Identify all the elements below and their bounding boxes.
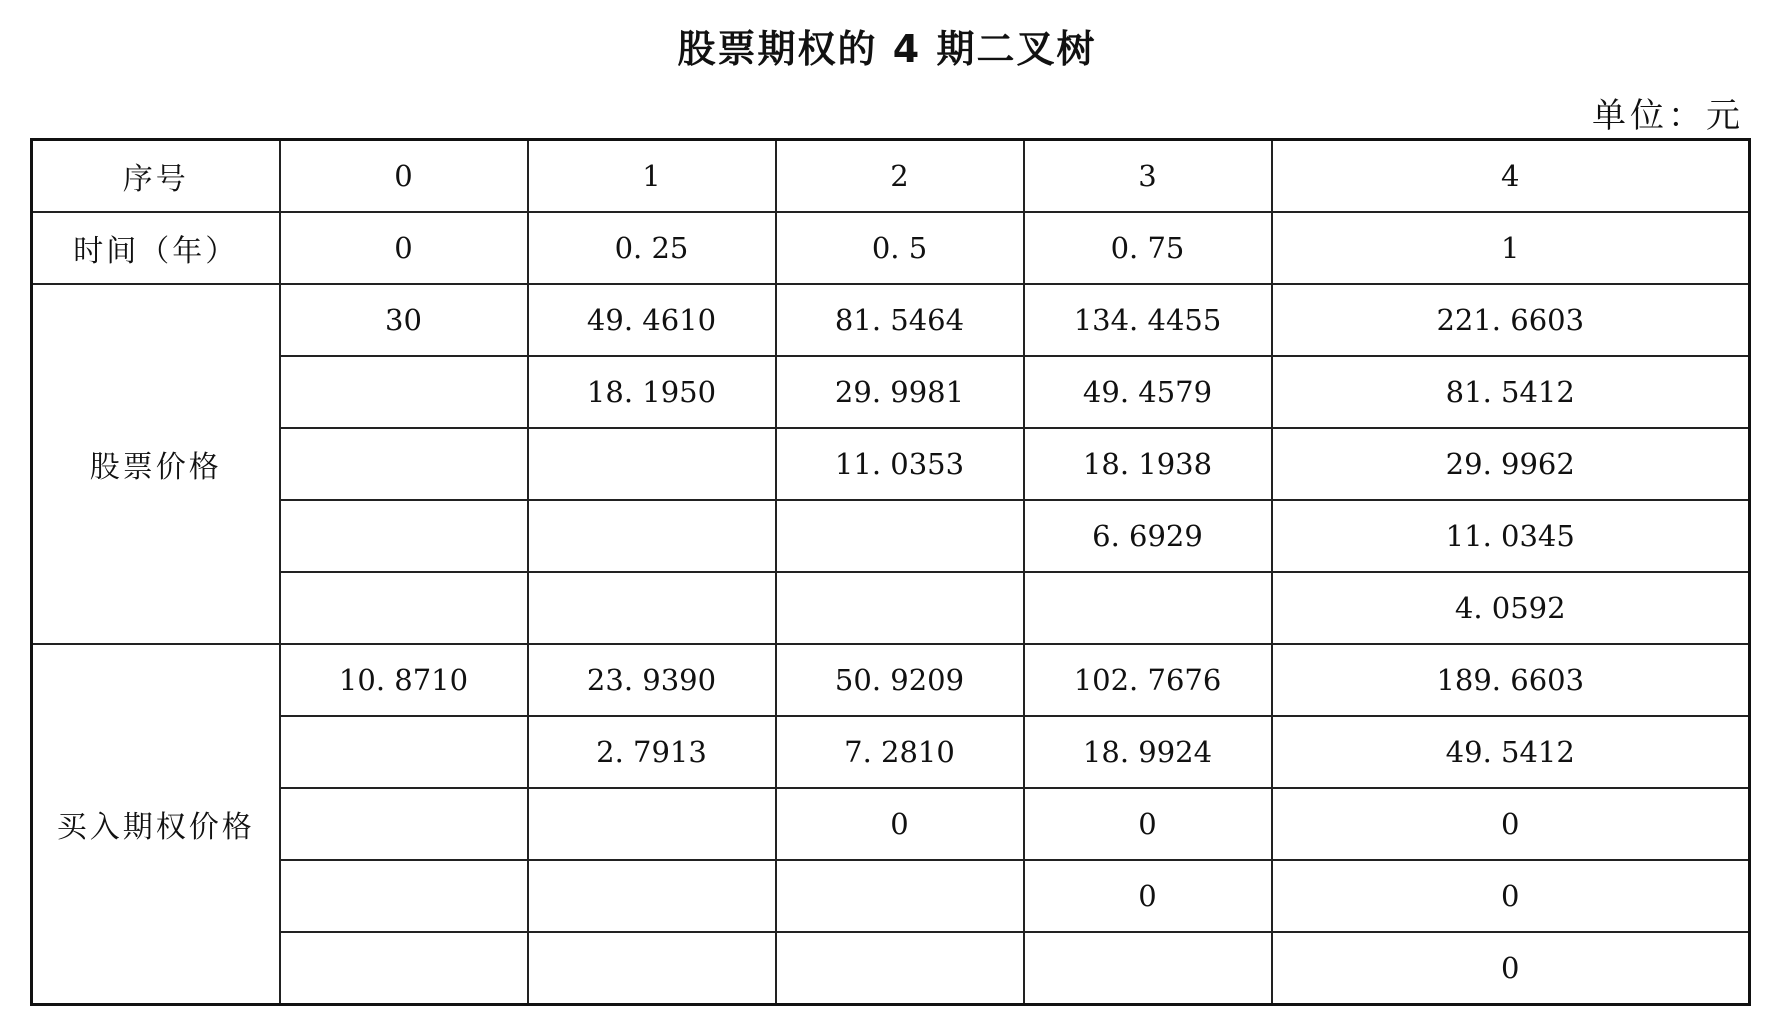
stock-cell	[1024, 572, 1272, 644]
time-cell: 0. 75	[1024, 212, 1272, 284]
header-label: 序号	[32, 140, 280, 213]
time-row	[32, 212, 1750, 284]
page-title: 股票期权的 4 期二叉树	[677, 27, 1097, 71]
option-cell: 18. 9924	[1024, 716, 1272, 788]
option-cell: 189. 6603	[1272, 644, 1750, 716]
option-cell	[528, 932, 776, 1005]
stock-cell: 11. 0353	[776, 428, 1024, 500]
column-header: 1	[528, 140, 776, 213]
option-row	[32, 932, 1750, 1005]
option-row	[32, 644, 1750, 716]
stock-cell	[776, 500, 1024, 572]
binomial-tree-table	[30, 138, 1751, 1006]
stock-row	[32, 428, 1750, 500]
column-header: 4	[1272, 140, 1750, 213]
option-row	[32, 860, 1750, 932]
option-row	[32, 788, 1750, 860]
stock-cell: 18. 1938	[1024, 428, 1272, 500]
stock-cell: 81. 5464	[776, 284, 1024, 356]
stock-cell	[528, 500, 776, 572]
stock-row	[32, 284, 1750, 356]
column-header: 0	[280, 140, 528, 213]
time-cell: 1	[1272, 212, 1750, 284]
option-cell: 50. 9209	[776, 644, 1024, 716]
stock-cell: 6. 6929	[1024, 500, 1272, 572]
header-row	[32, 140, 1750, 213]
option-row	[32, 716, 1750, 788]
stock-cell: 134. 4455	[1024, 284, 1272, 356]
stock-cell: 29. 9981	[776, 356, 1024, 428]
stock-price-label: 股票价格	[32, 284, 280, 644]
stock-cell	[280, 572, 528, 644]
stock-cell	[280, 428, 528, 500]
option-cell: 0	[776, 788, 1024, 860]
option-cell: 2. 7913	[528, 716, 776, 788]
stock-cell	[776, 572, 1024, 644]
stock-cell	[280, 500, 528, 572]
stock-cell	[528, 572, 776, 644]
stock-cell: 18. 1950	[528, 356, 776, 428]
option-cell: 0	[1024, 788, 1272, 860]
option-cell	[776, 860, 1024, 932]
time-cell: 0	[280, 212, 528, 284]
call-option-label: 买入期权价格	[32, 644, 280, 1005]
stock-cell: 4. 0592	[1272, 572, 1750, 644]
option-cell	[280, 932, 528, 1005]
option-cell: 23. 9390	[528, 644, 776, 716]
stock-cell: 30	[280, 284, 528, 356]
option-cell: 7. 2810	[776, 716, 1024, 788]
option-cell	[280, 716, 528, 788]
stock-cell: 29. 9962	[1272, 428, 1750, 500]
time-cell: 0. 5	[776, 212, 1024, 284]
column-header: 2	[776, 140, 1024, 213]
stock-cell	[528, 428, 776, 500]
option-cell: 10. 8710	[280, 644, 528, 716]
option-cell	[528, 788, 776, 860]
stock-row	[32, 500, 1750, 572]
option-cell: 0	[1272, 788, 1750, 860]
option-cell	[280, 788, 528, 860]
time-cell: 0. 25	[528, 212, 776, 284]
stock-cell: 11. 0345	[1272, 500, 1750, 572]
option-cell	[528, 860, 776, 932]
stock-row	[32, 572, 1750, 644]
stock-cell	[280, 356, 528, 428]
unit-label: 单位：元	[1592, 96, 1744, 136]
column-header: 3	[1024, 140, 1272, 213]
option-cell: 102. 7676	[1024, 644, 1272, 716]
stock-cell: 49. 4610	[528, 284, 776, 356]
time-label: 时间（年）	[32, 212, 280, 284]
option-cell: 0	[1024, 860, 1272, 932]
option-cell	[280, 860, 528, 932]
option-cell: 0	[1272, 860, 1750, 932]
option-cell: 49. 5412	[1272, 716, 1750, 788]
option-cell: 0	[1272, 932, 1750, 1005]
option-cell	[1024, 932, 1272, 1005]
stock-cell: 49. 4579	[1024, 356, 1272, 428]
stock-row	[32, 356, 1750, 428]
stock-cell: 221. 6603	[1272, 284, 1750, 356]
option-cell	[776, 932, 1024, 1005]
stock-cell: 81. 5412	[1272, 356, 1750, 428]
